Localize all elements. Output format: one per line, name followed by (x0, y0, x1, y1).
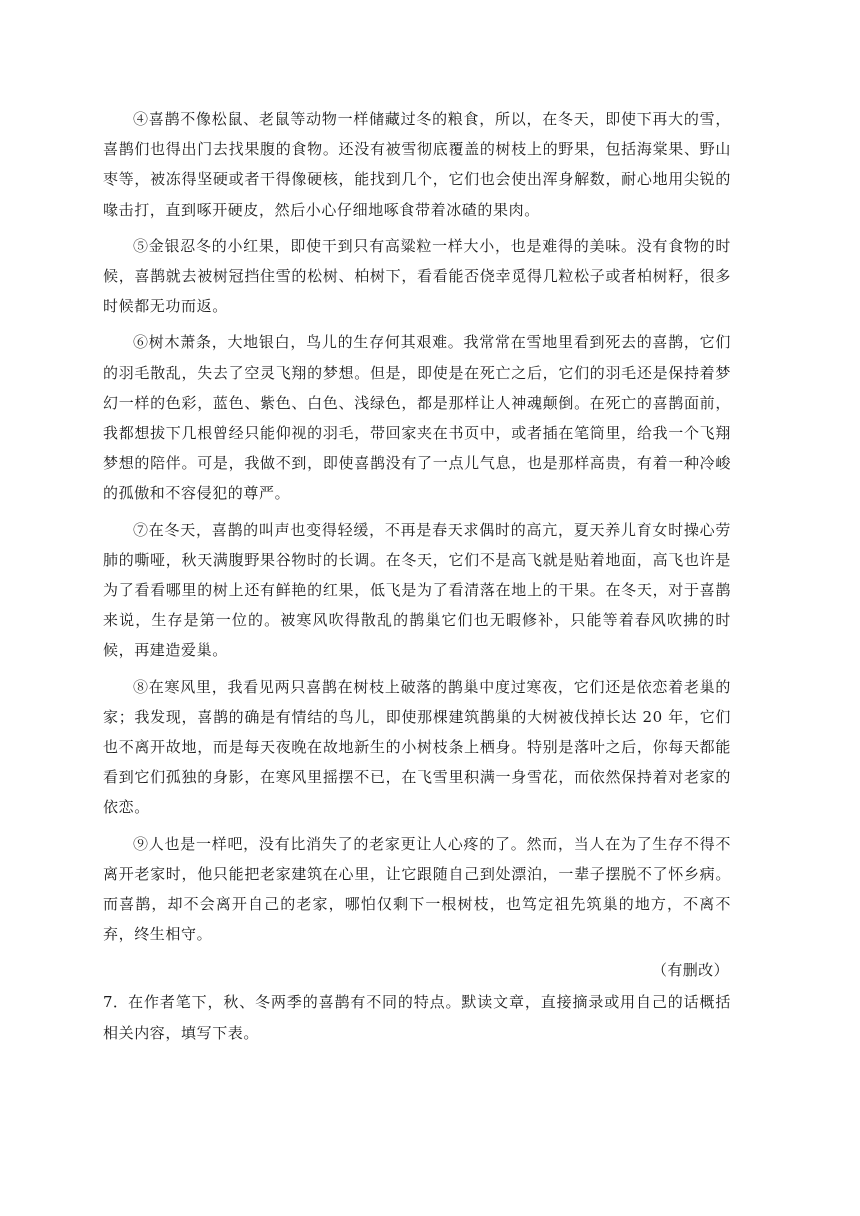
question-number: 7． (103, 993, 129, 1012)
paragraph-8: ⑧在寒风里，我看见两只喜鹊在树枝上破落的鹊巢中度过寒夜，它们还是依恋着老巢的家；我发现，喜鹊的确是有情结的鸟儿，即使那棵建筑鹊巢的大树被伐掉长达 20 年，它们也不离开故地，而是每天夜晚在故地新生的小树枝条上栖身。特别是落叶之后，你每天都能看到它们孤独的身影，在寒风里摇摆不已，在飞雪里积满一身雪花，而依然保持着对老家的依恋。 (103, 677, 731, 817)
question-text: 在作者笔下，秋、冬两季的喜鹊有不同的特点。默读文章，直接摘录或用自己的话概括相关内容，填写下表。 (103, 993, 731, 1042)
paragraph-6: ⑥树木萧条，大地银白，鸟儿的生存何其艰难。我常常在雪地里看到死去的喜鹊，它们的羽毛散乱，失去了空灵飞翔的梦想。但是，即使是在死亡之后，它们的羽毛还是保持着梦幻一样的色彩，蓝色、紫色、白色、浅绿色，都是那样让人神魂颠倒。在死亡的喜鹊面前，我都想拔下几根曾经只能仰视的羽毛，带回家夹在书页中，或者插在笔筒里，给我一个飞翔梦想的陪伴。可是，我做不到，即使喜鹊没有了一点儿气息，也是那样高贵，有着一种冷峻的孤傲和不容侵犯的尊严。 (103, 333, 731, 503)
paragraph-4: ④喜鹊不像松鼠、老鼠等动物一样储藏过冬的粮食，所以，在冬天，即使下再大的雪，喜鹊们也得出门去找果腹的食物。还没有被雪彻底覆盖的树枝上的野果，包括海棠果、野山枣等，被冻得坚硬或者干得像硬核，能找到几个，它们也会使出浑身解数，耐心地用尖锐的喙击打，直到啄开硬皮，然后小心仔细地啄食带着冰碴的果肉。 (103, 110, 731, 219)
paragraph-9: ⑨人也是一样吧，没有比消失了的老家更让人心疼的了。然而，当人在为了生存不得不离开老家时，他只能把老家建筑在心里，让它跟随自己到处漂泊，一辈子摆脱不了怀乡病。而喜鹊，却不会离开自己的老家，哪怕仅剩下一根树枝，也笃定祖先筑巢的地方，不离不弃，终生相守。 (103, 834, 731, 944)
paragraph-7: ⑦在冬天，喜鹊的叫声也变得轻缓，不再是春天求偶时的高亢，夏天养儿育女时操心劳肺的嘶哑，秋天满腹野果谷物时的长调。在冬天，它们不是高飞就是贴着地面，高飞也许是为了看看哪里的树上还有鲜艳的红果，低飞是为了看清落在地上的干果。在冬天，对于喜鹊来说，生存是第一位的。被寒风吹得散乱的鹊巢它们也无暇修补，只能等着春风吹拂的时候，再建造爱巢。 (103, 520, 731, 660)
document-page (103, 104, 731, 1048)
question-7 (103, 987, 731, 1048)
paragraph-5: ⑤金银忍冬的小红果，即使干到只有高粱粒一样大小，也是难得的美味。没有食物的时候，喜鹊就去被树冠挡住雪的松树、柏树下，看看能否侥幸觅得几粒松子或者柏树籽，很多时候都无功而返。 (103, 236, 731, 316)
source-note: （有删改） (651, 961, 729, 980)
